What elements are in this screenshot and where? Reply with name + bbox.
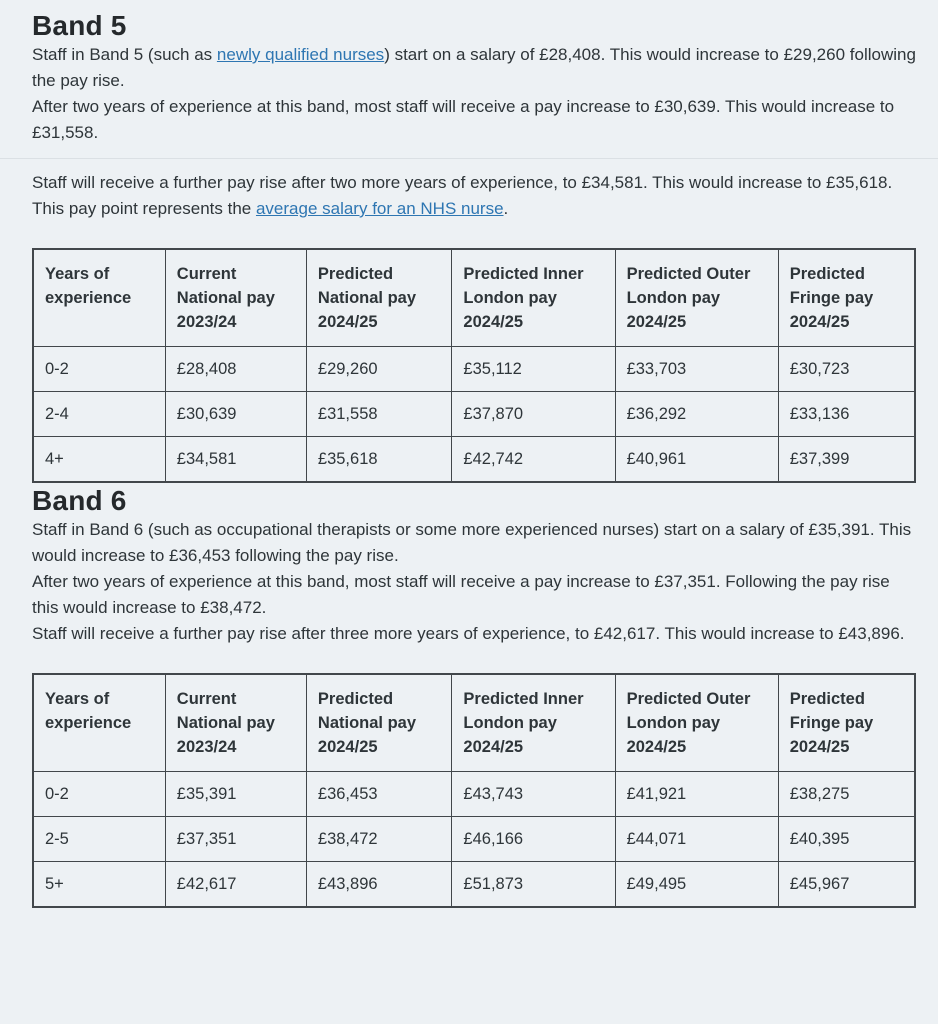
table-cell: £35,618 xyxy=(306,437,452,483)
table-header-cell: Years of experience xyxy=(33,249,165,347)
table-cell: 0-2 xyxy=(33,347,165,392)
table-cell: £37,351 xyxy=(165,817,306,862)
table-row xyxy=(33,392,915,437)
table-cell: £28,408 xyxy=(165,347,306,392)
table-cell: £40,395 xyxy=(778,817,915,862)
table-cell: £38,275 xyxy=(778,772,915,817)
band5-p1-text-before: Staff in Band 5 (such as xyxy=(32,45,217,64)
band5-paragraph-3 xyxy=(32,170,916,222)
table-row xyxy=(33,862,915,908)
band5-paragraph-1 xyxy=(32,42,916,94)
table-header-row xyxy=(33,249,915,347)
table-cell: £34,581 xyxy=(165,437,306,483)
table-cell: 4+ xyxy=(33,437,165,483)
table-cell: £51,873 xyxy=(452,862,615,908)
table-cell: £33,136 xyxy=(778,392,915,437)
band6-heading: Band 6 xyxy=(32,485,127,516)
table-header-cell: Predicted Outer London pay 2024/25 xyxy=(615,249,778,347)
band5-p1-text-after: ) start on a salary of £28,408. This would increase to £29,260 following the pay rise. xyxy=(32,45,916,90)
table-cell: £49,495 xyxy=(615,862,778,908)
section-divider xyxy=(0,158,938,159)
table-header-cell: Predicted Fringe pay 2024/25 xyxy=(778,674,915,772)
table-row xyxy=(33,817,915,862)
table-row xyxy=(33,437,915,483)
table-cell: £42,617 xyxy=(165,862,306,908)
band5-p3-text-after: . xyxy=(503,199,509,218)
table-cell: £38,472 xyxy=(306,817,452,862)
table-cell: 2-4 xyxy=(33,392,165,437)
table-header-cell: Predicted Fringe pay 2024/25 xyxy=(778,249,915,347)
band5-p3-text-before: Staff will receive a further pay rise after two more years of experience, to £34,581. This would increase to £35,618. This pay point represents the xyxy=(32,173,893,218)
average-salary-nhs-nurse-link[interactable]: average salary for an NHS nurse xyxy=(255,199,504,218)
table-header-cell: Predicted National pay 2024/25 xyxy=(306,249,452,347)
table-cell: £35,391 xyxy=(165,772,306,817)
table-cell: £33,703 xyxy=(615,347,778,392)
table-cell: 5+ xyxy=(33,862,165,908)
table-cell: 2-5 xyxy=(33,817,165,862)
band6-paragraph-2: After two years of experience at this band, most staff will receive a pay increase to £37,351. Following the pay rise this would increase to £38,472. xyxy=(32,572,890,617)
band5-pay-table xyxy=(32,248,916,483)
table-cell: £30,639 xyxy=(165,392,306,437)
table-cell: £37,399 xyxy=(778,437,915,483)
table-header-cell: Predicted Inner London pay 2024/25 xyxy=(452,249,615,347)
table-header-cell: Predicted Outer London pay 2024/25 xyxy=(615,674,778,772)
table-cell: £41,921 xyxy=(615,772,778,817)
table-header-row xyxy=(33,674,915,772)
table-header-cell: Current National pay 2023/24 xyxy=(165,249,306,347)
band6-paragraph-1: Staff in Band 6 (such as occupational therapists or some more experienced nurses) start on a salary of £35,391. This would increase to £36,453 following the pay rise. xyxy=(32,520,912,565)
table-cell: £36,453 xyxy=(306,772,452,817)
table-cell: £30,723 xyxy=(778,347,915,392)
band6-paragraph-3: Staff will receive a further pay rise after three more years of experience, to £42,617. This would increase to £43,896. xyxy=(32,624,905,643)
band6-pay-table xyxy=(32,673,916,908)
table-header-cell: Years of experience xyxy=(33,674,165,772)
table-cell: £35,112 xyxy=(452,347,615,392)
table-cell: £40,961 xyxy=(615,437,778,483)
table-cell: £46,166 xyxy=(452,817,615,862)
table-cell: £29,260 xyxy=(306,347,452,392)
table-cell: £44,071 xyxy=(615,817,778,862)
table-cell: £36,292 xyxy=(615,392,778,437)
band5-heading: Band 5 xyxy=(32,10,127,41)
newly-qualified-nurses-link[interactable]: newly qualified nurses xyxy=(216,45,385,64)
table-cell: £43,896 xyxy=(306,862,452,908)
table-cell: £42,742 xyxy=(452,437,615,483)
table-cell: £43,743 xyxy=(452,772,615,817)
table-cell: £45,967 xyxy=(778,862,915,908)
table-header-cell: Predicted Inner London pay 2024/25 xyxy=(452,674,615,772)
table-header-cell: Current National pay 2023/24 xyxy=(165,674,306,772)
table-cell: £31,558 xyxy=(306,392,452,437)
table-row xyxy=(33,347,915,392)
table-header-cell: Predicted National pay 2024/25 xyxy=(306,674,452,772)
table-row xyxy=(33,772,915,817)
band5-paragraph-2: After two years of experience at this band, most staff will receive a pay increase to £30,639. This would increase to £31,558. xyxy=(32,97,895,142)
table-cell: £37,870 xyxy=(452,392,615,437)
table-cell: 0-2 xyxy=(33,772,165,817)
